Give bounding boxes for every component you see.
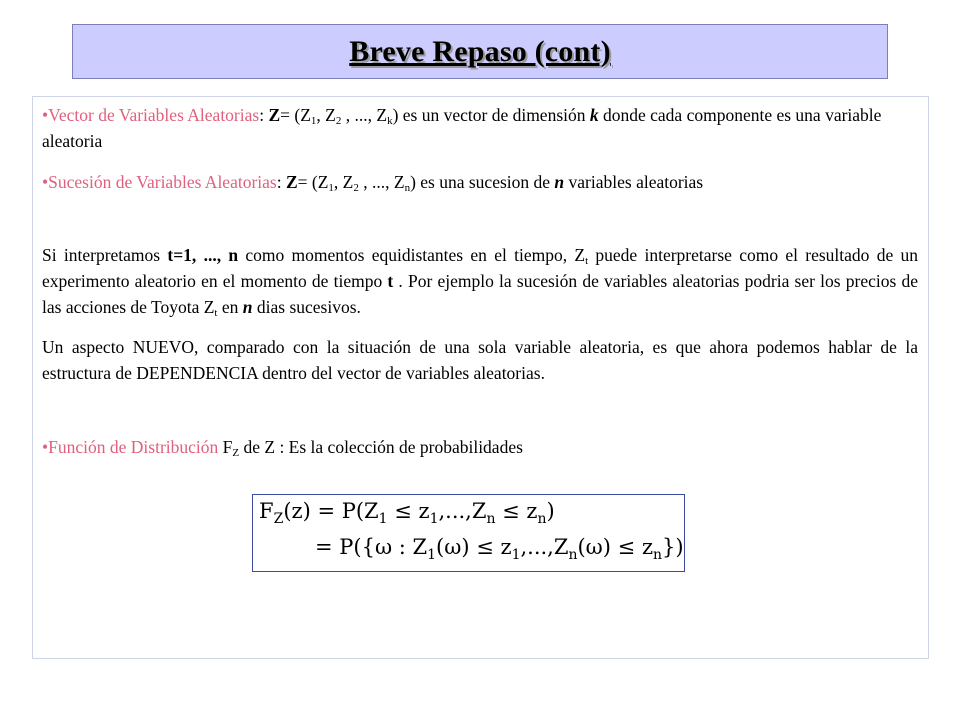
bullet-label-sucesion: Sucesión de Variables Aleatorias <box>48 172 277 192</box>
bullet-dot: • <box>42 172 49 192</box>
formula-line-1: $F_Z(z) = P(Z_1 \le z_1,...,Z_n \le z_n)$ <box>259 499 555 527</box>
italic-n: n <box>242 297 253 317</box>
bullet-dot: • <box>42 105 49 125</box>
bullet-dot: • <box>42 437 49 457</box>
distribution-formula <box>252 494 685 572</box>
formula-line-2: = P({ω : $Z_1(\omega) \le z_1,...,Z_n(\omega) \le z_n$}) <box>315 535 684 563</box>
italic-k: k <box>589 105 599 125</box>
bold-z: Z <box>285 172 298 192</box>
bold-t: t <box>387 271 394 291</box>
bullet-label-vector: Vector de Variables Aleatorias <box>48 105 260 125</box>
paragraph-dependencia: Un aspecto NUEVO, comparado con la situación de una sola variable aleatoria, es que ahora podemos hablar de la estructura de DEPENDENCIA dentro del vector de variables aleatorias. <box>42 337 918 383</box>
italic-n: n <box>554 172 565 192</box>
title-banner <box>72 24 888 79</box>
slide-title: Breve Repaso (cont) <box>349 34 611 68</box>
bold-z: Z <box>268 105 281 125</box>
bullet-vector-variables: •Vector de Variables Aleatorias: $Z= (Z_1$, $Z_2$ , ..., $Z_k$) es un vector de dimensión k donde cada componente es una variable aleatoria <box>42 105 882 151</box>
bullet-sucesion-variables: •Sucesión de Variables Aleatorias: $Z= (Z_1$, $Z_2$ , ..., $Z_n$) es una sucesion de n variables aleatorias <box>42 172 704 194</box>
bullet-label-funcion: Función de Distribución <box>48 437 219 457</box>
paragraph-interpretacion: Si interpretamos t=1, ..., n como momentos equidistantes en el tiempo, $Z_t$ puede interpretarse como el resultado de un experimento aleatorio en el momento de tiempo t . Por ejemplo la sucesión de variables aleatorias podria ser los precios de las acciones de Toyota $Z_t$ en n dias sucesivos. <box>42 245 918 319</box>
bullet-funcion-distribucion: •Función de Distribución $F_Z$ de Z : Es la colección de probabilidades <box>42 437 523 459</box>
bold-t-range: t=1, ..., n <box>167 245 239 265</box>
